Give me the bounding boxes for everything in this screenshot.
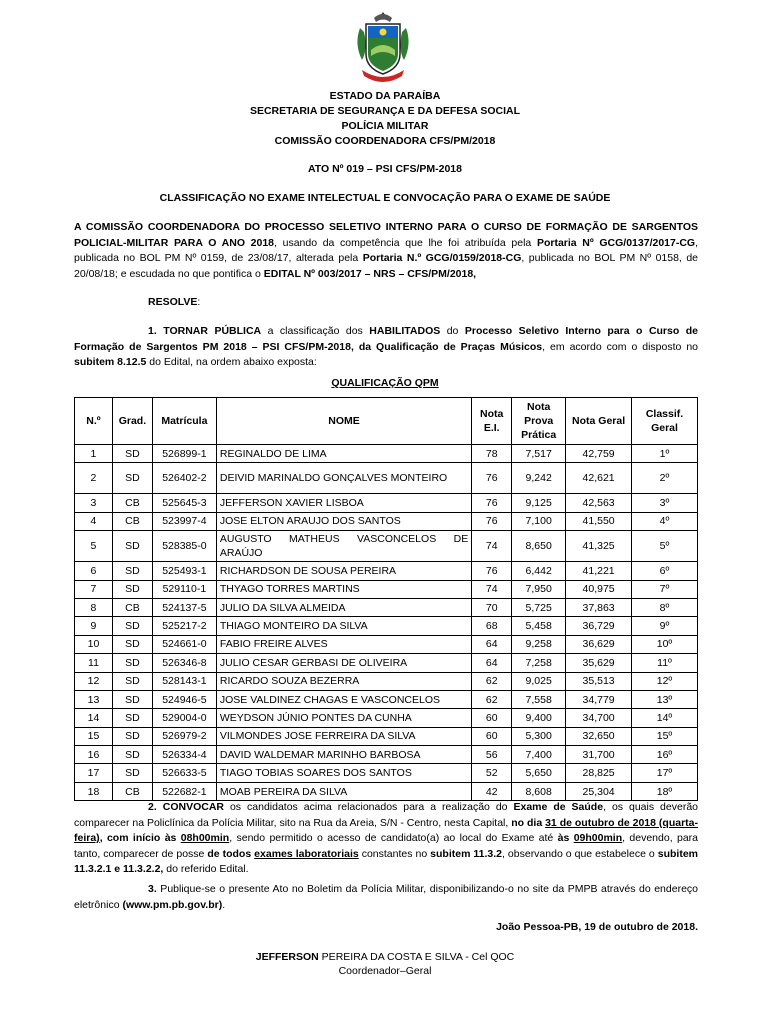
cell-num: 15 [75, 727, 113, 745]
cell-classif: 12º [632, 672, 698, 690]
cell-classif: 16º [632, 746, 698, 764]
table-row [75, 512, 698, 530]
cell-nome: JOSE ELTON ARAUJO DOS SANTOS [216, 512, 471, 530]
cell-matricula: 526334-4 [152, 746, 216, 764]
cell-nota-prova: 7,400 [512, 746, 566, 764]
cell-grad: SD [112, 445, 152, 463]
cell-num: 3 [75, 494, 113, 512]
cell-matricula: 525217-2 [152, 617, 216, 635]
cell-nota-geral: 41,550 [566, 512, 632, 530]
header-police: POLÍCIA MILITAR [341, 120, 429, 132]
cell-nota-prova: 7,950 [512, 580, 566, 598]
cell-matricula: 524946-5 [152, 690, 216, 708]
table-row [75, 635, 698, 653]
cell-nota-geral: 42,563 [566, 494, 632, 512]
cell-nota-prova: 5,458 [512, 617, 566, 635]
cell-nome: JEFFERSON XAVIER LISBOA [216, 494, 471, 512]
cell-nota-geral: 37,863 [566, 598, 632, 616]
header-nome: NOME [216, 398, 471, 445]
document-subtitle: CLASSIFICAÇÃO NO EXAME INTELECTUAL E CONVOCAÇÃO PARA O EXAME DE SAÚDE [159, 192, 611, 204]
cell-classif: 10º [632, 635, 698, 653]
cell-nome: JULIO DA SILVA ALMEIDA [216, 598, 471, 616]
cell-classif: 11º [632, 654, 698, 672]
table-row [75, 709, 698, 727]
cell-nota-prova: 7,558 [512, 690, 566, 708]
cell-classif: 15º [632, 727, 698, 745]
cell-nota-geral: 31,700 [566, 746, 632, 764]
cell-nome: REGINALDO DE LIMA [216, 445, 471, 463]
cell-grad: SD [112, 672, 152, 690]
cell-matricula: 525493-1 [152, 562, 216, 580]
cell-nota-ei: 70 [472, 598, 512, 616]
cell-nome: DAVID WALDEMAR MARINHO BARBOSA [216, 746, 471, 764]
header-nota-prova: Nota Prova Prática [512, 398, 566, 445]
cell-nota-ei: 64 [472, 654, 512, 672]
cell-nome: RICARDO SOUZA BEZERRA [216, 672, 471, 690]
cell-nota-geral: 41,221 [566, 562, 632, 580]
cell-nome: THIAGO MONTEIRO DA SILVA [216, 617, 471, 635]
cell-nota-prova: 9,125 [512, 494, 566, 512]
cell-grad: CB [112, 494, 152, 512]
cell-nota-ei: 42 [472, 782, 512, 800]
cell-classif: 4º [632, 512, 698, 530]
cell-nome: MOAB PEREIRA DA SILVA [216, 782, 471, 800]
cell-nota-prova: 5,300 [512, 727, 566, 745]
cell-nota-ei: 60 [472, 709, 512, 727]
cell-num: 11 [75, 654, 113, 672]
cell-matricula: 529110-1 [152, 580, 216, 598]
qualification-title: QUALIFICAÇÃO QPM [331, 377, 439, 389]
cell-nota-geral: 42,621 [566, 463, 632, 494]
cell-nota-prova: 5,650 [512, 764, 566, 782]
cell-nome: TIAGO TOBIAS SOARES DOS SANTOS [216, 764, 471, 782]
header-nota-geral: Nota Geral [566, 398, 632, 445]
cell-classif: 14º [632, 709, 698, 727]
cell-nota-ei: 76 [472, 463, 512, 494]
table-header-row [75, 398, 698, 445]
cell-matricula: 524661-0 [152, 635, 216, 653]
header-grad: Grad. [112, 398, 152, 445]
cell-nome: JULIO CESAR GERBASI DE OLIVEIRA [216, 654, 471, 672]
cell-grad: SD [112, 531, 152, 562]
cell-nota-ei: 62 [472, 690, 512, 708]
cell-nota-prova: 7,258 [512, 654, 566, 672]
classification-table [74, 397, 698, 801]
cell-grad: SD [112, 635, 152, 653]
cell-grad: SD [112, 746, 152, 764]
cell-nota-prova: 6,442 [512, 562, 566, 580]
header-state: ESTADO DA PARAÍBA [329, 90, 441, 102]
cell-nome: WEYDSON JÚNIO PONTES DA CUNHA [216, 709, 471, 727]
cell-grad: CB [112, 782, 152, 800]
cell-nota-ei: 78 [472, 445, 512, 463]
cell-nota-geral: 35,629 [566, 654, 632, 672]
cell-grad: SD [112, 690, 152, 708]
cell-num: 14 [75, 709, 113, 727]
cell-nota-prova: 9,400 [512, 709, 566, 727]
paraiba-coat-of-arms-icon [352, 10, 414, 84]
cell-num: 10 [75, 635, 113, 653]
cell-matricula: 528143-1 [152, 672, 216, 690]
cell-matricula: 523997-4 [152, 512, 216, 530]
signature-block [0, 950, 770, 978]
cell-nota-geral: 32,650 [566, 727, 632, 745]
cell-grad: SD [112, 617, 152, 635]
cell-classif: 18º [632, 782, 698, 800]
cell-matricula: 526979-2 [152, 727, 216, 745]
cell-num: 12 [75, 672, 113, 690]
table-row [75, 580, 698, 598]
cell-matricula: 526346-8 [152, 654, 216, 672]
cell-nota-ei: 64 [472, 635, 512, 653]
cell-nota-prova: 9,242 [512, 463, 566, 494]
cell-nota-geral: 35,513 [566, 672, 632, 690]
cell-num: 5 [75, 531, 113, 562]
cell-nota-geral: 36,729 [566, 617, 632, 635]
signature-name: JEFFERSON PEREIRA DA COSTA E SILVA - Cel QOC [255, 951, 515, 963]
cell-nota-ei: 62 [472, 672, 512, 690]
cell-grad: SD [112, 709, 152, 727]
cell-grad: SD [112, 764, 152, 782]
table-row [75, 562, 698, 580]
cell-nota-geral: 34,779 [566, 690, 632, 708]
cell-num: 13 [75, 690, 113, 708]
cell-nome: DEIVID MARINALDO GONÇALVES MONTEIRO [216, 463, 471, 494]
cell-grad: CB [112, 598, 152, 616]
header-secretariat: SECRETARIA DE SEGURANÇA E DA DEFESA SOCIAL [249, 105, 521, 117]
cell-nota-ei: 52 [472, 764, 512, 782]
cell-num: 16 [75, 746, 113, 764]
cell-classif: 2º [632, 463, 698, 494]
table-row [75, 782, 698, 800]
cell-matricula: 525645-3 [152, 494, 216, 512]
cell-nome: FABIO FREIRE ALVES [216, 635, 471, 653]
table-row [75, 445, 698, 463]
cell-nota-ei: 74 [472, 580, 512, 598]
cell-matricula: 522682-1 [152, 782, 216, 800]
table-row [75, 654, 698, 672]
cell-num: 4 [75, 512, 113, 530]
ato-title: ATO Nº 019 – PSI CFS/PM-2018 [307, 163, 462, 175]
cell-nota-prova: 7,100 [512, 512, 566, 530]
cell-nota-ei: 76 [472, 494, 512, 512]
cell-nome: AUGUSTO MATHEUS VASCONCELOS DE ARAÚJO [216, 531, 471, 562]
table-row [75, 463, 698, 494]
cell-nota-geral: 34,700 [566, 709, 632, 727]
cell-num: 8 [75, 598, 113, 616]
cell-nota-ei: 68 [472, 617, 512, 635]
cell-grad: SD [112, 727, 152, 745]
header-nota-ei: Nota E.I. [472, 398, 512, 445]
cell-nota-geral: 41,325 [566, 531, 632, 562]
cell-nota-ei: 74 [472, 531, 512, 562]
document-header [0, 89, 770, 149]
table-row [75, 531, 698, 562]
cell-nome: VILMONDES JOSE FERREIRA DA SILVA [216, 727, 471, 745]
cell-grad: SD [112, 562, 152, 580]
cell-nota-ei: 76 [472, 512, 512, 530]
cell-num: 1 [75, 445, 113, 463]
cell-num: 9 [75, 617, 113, 635]
cell-classif: 1º [632, 445, 698, 463]
header-num: N.º [75, 398, 113, 445]
cell-matricula: 526633-5 [152, 764, 216, 782]
cell-classif: 6º [632, 562, 698, 580]
header-matricula: Matrícula [152, 398, 216, 445]
cell-nota-geral: 28,825 [566, 764, 632, 782]
table-row [75, 764, 698, 782]
table-row [75, 672, 698, 690]
document-date: João Pessoa-PB, 19 de outubro de 2018. [496, 921, 698, 933]
cell-matricula: 528385-0 [152, 531, 216, 562]
cell-nota-geral: 25,304 [566, 782, 632, 800]
cell-nota-ei: 56 [472, 746, 512, 764]
cell-nome: THYAGO TORRES MARTINS [216, 580, 471, 598]
cell-classif: 17º [632, 764, 698, 782]
cell-nota-prova: 8,650 [512, 531, 566, 562]
header-commission: COMISSÃO COORDENADORA CFS/PM/2018 [274, 135, 496, 147]
cell-grad: SD [112, 580, 152, 598]
cell-classif: 9º [632, 617, 698, 635]
resolve-heading: RESOLVE: [148, 296, 201, 308]
cell-nome: RICHARDSON DE SOUSA PEREIRA [216, 562, 471, 580]
cell-classif: 13º [632, 690, 698, 708]
cell-nota-prova: 5,725 [512, 598, 566, 616]
item-1-paragraph: 1. TORNAR PÚBLICA a classificação dos HABILITADOS do Processo Seletivo Interno para o Curso de Formação de Sargentos PM 2018 – PSI CFS/PM-2018, da Qualificação de Praças Músicos, em acordo com o disposto no subitem 8.12.5 do Edital, na ordem abaixo exposta: [74, 325, 699, 368]
cell-grad: SD [112, 463, 152, 494]
cell-nota-prova: 9,258 [512, 635, 566, 653]
cell-classif: 3º [632, 494, 698, 512]
cell-nota-prova: 8,608 [512, 782, 566, 800]
table-row [75, 617, 698, 635]
item-2-paragraph: 2. CONVOCAR os candidatos acima relacionados para a realização do Exame de Saúde, os quais deverão comparecer na Policlínica da Polícia Militar, sito na Rua da Areia, S/N - Centro, nesta Capital, no dia 31 de outubro de 2018 (quarta-feira), com início às 08h00min, sendo permitido o acesso de candidato(a) ao local do Exame até às 09h00min, devendo, para tanto, comparecer de posse de todos exames laboratoriais constantes no subitem 11.3.2, observando o que estabelece o subitem 11.3.2.1 e 11.3.2.2, do referido Edital. [74, 801, 699, 875]
cell-classif: 7º [632, 580, 698, 598]
cell-nota-ei: 60 [472, 727, 512, 745]
cell-matricula: 529004-0 [152, 709, 216, 727]
table-row [75, 727, 698, 745]
cell-grad: SD [112, 654, 152, 672]
cell-nota-geral: 36,629 [566, 635, 632, 653]
cell-num: 18 [75, 782, 113, 800]
cell-nota-prova: 9,025 [512, 672, 566, 690]
header-classif: Classif. Geral [632, 398, 698, 445]
cell-grad: CB [112, 512, 152, 530]
cell-nota-ei: 76 [472, 562, 512, 580]
cell-nota-prova: 7,517 [512, 445, 566, 463]
cell-matricula: 526402-2 [152, 463, 216, 494]
cell-classif: 5º [632, 531, 698, 562]
table-row [75, 690, 698, 708]
cell-nome: JOSE VALDINEZ CHAGAS E VASCONCELOS [216, 690, 471, 708]
cell-num: 2 [75, 463, 113, 494]
cell-matricula: 524137-5 [152, 598, 216, 616]
table-row [75, 494, 698, 512]
cell-num: 7 [75, 580, 113, 598]
cell-classif: 8º [632, 598, 698, 616]
cell-num: 17 [75, 764, 113, 782]
table-row [75, 746, 698, 764]
cell-nota-geral: 40,975 [566, 580, 632, 598]
item-3-paragraph: 3. Publique-se o presente Ato no Boletim da Polícia Militar, disponibilizando-o no site da PMPB através do endereço eletrônico (www.pm.pb.gov.br). [74, 883, 698, 911]
intro-paragraph: A COMISSÃO COORDENADORA DO PROCESSO SELETIVO INTERNO PARA O CURSO DE FORMAÇÃO DE SARGENTOS POLICIAL-MILITAR PARA O ANO 2018, usando da competência que lhe foi atribuída pela Portaria Nº GCG/0137/2017-CG, publicada no BOL PM Nº 0159, de 23/08/17, alterada pela Portaria N.º GCG/0159/2018-CG, publicada no BOL PM Nº 0158, de 20/08/18; e escudada no que pontifica o EDITAL Nº 003/2017 – NRS – CFS/PM/2018, [74, 221, 699, 280]
cell-nota-geral: 42,759 [566, 445, 632, 463]
cell-matricula: 526899-1 [152, 445, 216, 463]
table-row [75, 598, 698, 616]
cell-num: 6 [75, 562, 113, 580]
signature-role: Coordenador–Geral [338, 965, 432, 977]
